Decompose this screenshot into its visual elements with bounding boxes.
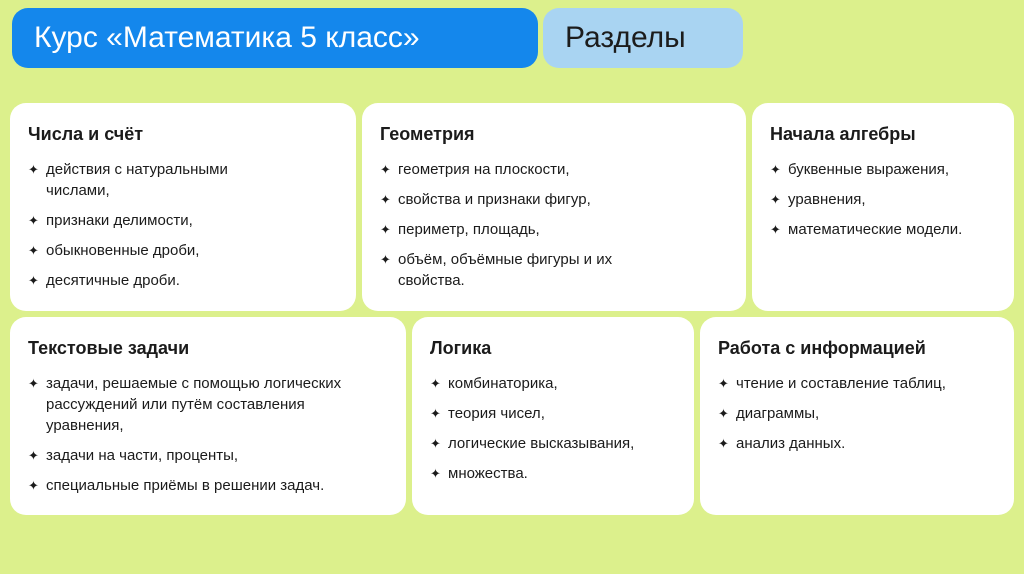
list-item	[380, 159, 728, 180]
list-item	[718, 433, 996, 454]
list-item	[28, 373, 346, 436]
list-item-label: специальные приёмы в решении задач.	[46, 476, 325, 494]
sections-label: Разделы	[543, 8, 743, 68]
list-item-label: признаки делимости,	[46, 211, 193, 229]
star-bullet-icon: ✦	[770, 221, 781, 237]
list-item	[28, 210, 338, 231]
card-algebra	[752, 103, 1014, 311]
star-bullet-icon: ✦	[28, 161, 39, 177]
list-item-label: теория чисел,	[448, 404, 545, 422]
star-bullet-icon: ✦	[770, 191, 781, 207]
star-bullet-icon: ✦	[28, 212, 39, 228]
list-item	[28, 270, 338, 291]
list-item-label: анализ данных.	[736, 434, 846, 452]
star-bullet-icon: ✦	[770, 161, 781, 177]
list-item	[380, 189, 728, 210]
list-item-label: действия с натуральными числами,	[46, 160, 228, 199]
course-title: Курс «Математика 5 класс»	[12, 8, 538, 68]
topic-list	[718, 373, 996, 454]
list-item-label: задачи на части, проценты,	[46, 446, 239, 464]
card-numbers	[10, 103, 356, 311]
list-item-label: десятичные дроби.	[46, 271, 180, 289]
list-item-label: обыкновенные дроби,	[46, 241, 200, 259]
star-bullet-icon: ✦	[430, 435, 441, 451]
star-bullet-icon: ✦	[28, 272, 39, 288]
topic-list	[770, 159, 996, 240]
list-item	[28, 240, 338, 261]
star-bullet-icon: ✦	[28, 242, 39, 258]
list-item-label: диаграммы,	[736, 404, 820, 422]
topic-list	[28, 159, 338, 291]
list-item-label: задачи, решаемые с помощью логических рассуждений или путём составления уравнения,	[46, 374, 342, 434]
card-title: Числа и счёт	[28, 124, 144, 144]
card-title: Геометрия	[380, 124, 475, 144]
card-word-problems	[10, 317, 406, 515]
list-item	[770, 219, 996, 240]
star-bullet-icon: ✦	[28, 375, 39, 391]
list-item	[718, 403, 996, 424]
star-bullet-icon: ✦	[28, 447, 39, 463]
topic-list	[430, 373, 676, 484]
star-bullet-icon: ✦	[28, 477, 39, 493]
card-logic	[412, 317, 694, 515]
list-item	[28, 445, 388, 466]
star-bullet-icon: ✦	[430, 465, 441, 481]
star-bullet-icon: ✦	[430, 405, 441, 421]
star-bullet-icon: ✦	[430, 375, 441, 391]
star-bullet-icon: ✦	[718, 405, 729, 421]
topic-list	[380, 159, 728, 291]
list-item	[430, 463, 676, 484]
list-item	[718, 373, 996, 394]
list-item	[430, 373, 676, 394]
list-item	[770, 189, 996, 210]
list-item	[770, 159, 996, 180]
list-item-label: периметр, площадь,	[398, 220, 540, 238]
list-item-label: комбинаторика,	[448, 374, 558, 392]
star-bullet-icon: ✦	[380, 161, 391, 177]
list-item-label: множества.	[448, 464, 528, 482]
card-information	[700, 317, 1014, 515]
card-geometry	[362, 103, 746, 311]
star-bullet-icon: ✦	[718, 435, 729, 451]
list-item	[380, 249, 623, 291]
list-item-label: уравнения,	[788, 190, 866, 208]
star-bullet-icon: ✦	[718, 375, 729, 391]
star-bullet-icon: ✦	[380, 191, 391, 207]
list-item	[380, 219, 728, 240]
card-title: Логика	[430, 338, 492, 358]
list-item-label: логические высказывания,	[448, 434, 635, 452]
star-bullet-icon: ✦	[380, 251, 391, 267]
list-item	[430, 433, 676, 454]
list-item-label: объём, объёмные фигуры и их свойства.	[398, 250, 613, 289]
list-item-label: чтение и составление таблиц,	[736, 374, 946, 392]
star-bullet-icon: ✦	[380, 221, 391, 237]
list-item	[28, 159, 276, 201]
card-title: Текстовые задачи	[28, 338, 190, 358]
card-title: Работа с информацией	[718, 338, 926, 358]
list-item-label: буквенные выражения,	[788, 160, 950, 178]
card-title: Начала алгебры	[770, 124, 916, 144]
list-item-label: свойства и признаки фигур,	[398, 190, 591, 208]
topic-list	[28, 373, 388, 496]
list-item-label: геометрия на плоскости,	[398, 160, 570, 178]
list-item	[430, 403, 676, 424]
list-item-label: математические модели.	[788, 220, 963, 238]
list-item	[28, 475, 388, 496]
